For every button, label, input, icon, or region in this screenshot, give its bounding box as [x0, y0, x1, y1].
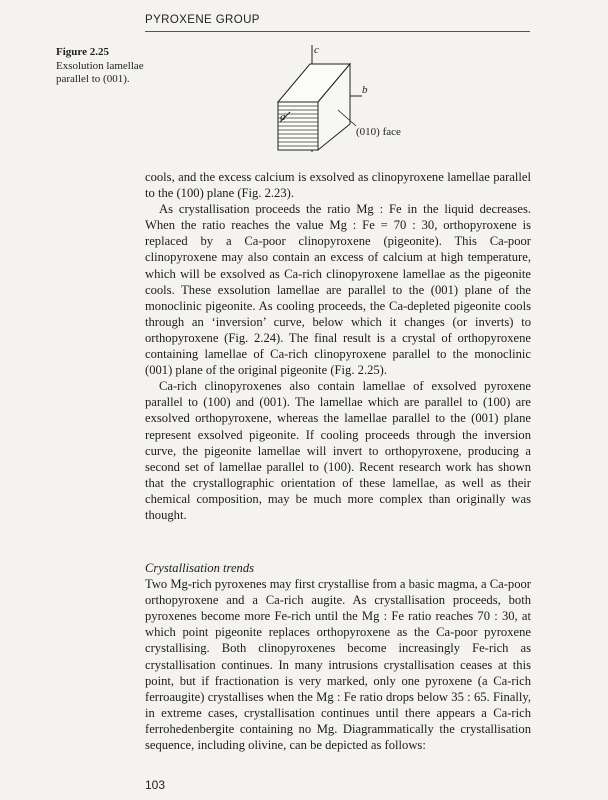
running-head: PYROXENE GROUP [145, 14, 260, 26]
section-paragraph: Two Mg-rich pyroxenes may first crystallise from a basic magma, a Ca-poor orthopyroxene and a Ca-rich augite. As crystallisation proceeds, both pyroxenes become more Fe-rich until the Mg : Fe ratio reaches 70 : 30, at which point pigeonite replaces orthopyroxene as the Ca-poor pyroxene crystallising. Both clinopyroxenes become increasingly Fe-rich as crystallisation continues. In many intrusions crystallisation ceases at this point, but if fractionation is very marked, only one pyroxene (a Ca-rich ferroaugite) crystallises when the Mg : Fe ratio drops below 35 : 65. Finally, in extreme cases, crystallisation continues until there appears a Ca-rich ferrohedenbergite containing no Mg. Diagrammatically the crystallisation sequence, including olivine, can be depicted as follows: [145, 577, 531, 753]
figure-exsolution-lamellae [252, 40, 432, 160]
figure-caption-text: Exsolution lamellae parallel to (001). [56, 59, 144, 85]
paragraph-1: cools, and the excess calcium is exsolved as clinopyroxene lamellae parallel to the (100) plane (Fig. 2.23). [145, 170, 531, 201]
axis-c-label: c [314, 44, 319, 56]
crystal-diagram [252, 40, 432, 160]
axis-b-label: b [362, 84, 368, 96]
paragraph-2: As crystallisation proceeds the ratio Mg : Fe in the liquid decreases. When the ratio reaches the value Mg : Fe = 70 : 30, orthopyroxene is replaced by a Ca-poor clinopyroxene (pigeonite). This Ca-poor clinopyroxene may also contain an excess of calcium at high temperature, which will be exsolved as Ca-rich clinopyroxene lamellae as the pigeonite cools. These exsolution lamellae are parallel to the (001) plane of the monoclinic pigeonite. As cooling proceeds, the Ca-depleted pigeonite cools through an ‘inversion’ curve, below which it changes (or inverts) to orthopyroxene (Fig. 2.24). The final result is a crystal of orthopyroxene containing lamellae of Ca-rich clinopyroxene parallel to the monoclinic (001) plane of the original pigeonite (Fig. 2.25). [145, 202, 531, 378]
body-text [145, 169, 531, 523]
figure-label: Figure 2.25 [56, 46, 109, 58]
page-number: 103 [145, 778, 166, 792]
header-rule [145, 31, 530, 32]
face-label: (010) face [356, 126, 401, 138]
figure-caption [56, 46, 144, 87]
section-heading: Crystallisation trends [145, 561, 255, 575]
axis-a-label: a [280, 111, 286, 123]
section-crystallisation-trends [145, 560, 531, 753]
paragraph-3: Ca-rich clinopyroxenes also contain lamellae of exsolved pyroxene parallel to (100) and (001). The lamellae which are parallel to (100) are exsolved orthopyroxene, whereas the lamellae parallel to the (001) plane represent exsolved pigeonite. If cooling proceeds through the inversion curve, the pigeonite lamellae will invert to orthopyroxene, producing a second set of lamellae parallel to (100). Recent research work has shown that the crystallographic orientation of these lamellae, as well as their chemical composition, may be much more complex than originally was thought. [145, 379, 531, 522]
